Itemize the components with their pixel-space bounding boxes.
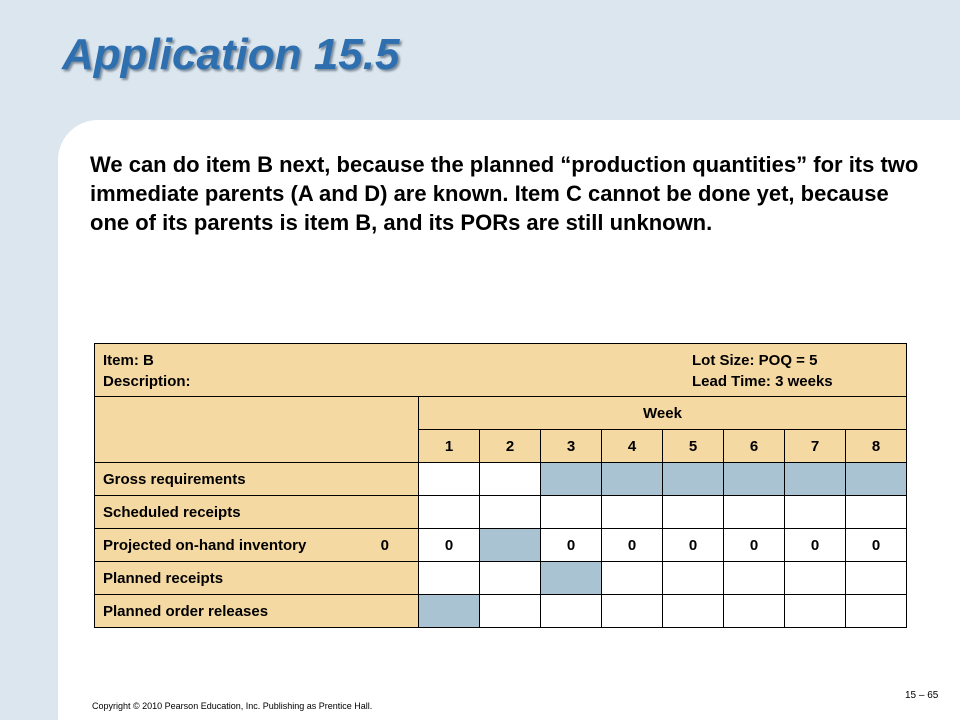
row-label <box>95 529 419 562</box>
page-number: 15 – 65 <box>905 690 939 701</box>
table-cell <box>602 496 663 529</box>
table-cell <box>663 496 724 529</box>
table-cell <box>663 562 724 595</box>
table-cell: 0 <box>785 529 846 562</box>
table-cell: 0 <box>419 529 480 562</box>
table-cell <box>785 496 846 529</box>
table-cell <box>785 562 846 595</box>
week-1: 1 <box>419 430 480 463</box>
copyright-footer: Copyright © 2010 Pearson Education, Inc. Publishing as Prentice Hall. <box>92 701 373 711</box>
table-cell: 0 <box>724 529 785 562</box>
table-cell <box>846 595 907 628</box>
gross-requirements-row <box>95 463 907 496</box>
table-cell <box>541 562 602 595</box>
slide-title: Application 15.5 <box>62 30 400 79</box>
scheduled-receipts-row <box>95 496 907 529</box>
row-label: Planned order releases <box>95 595 419 628</box>
week-3: 3 <box>541 430 602 463</box>
lead-time-label: Lead Time: 3 weeks <box>692 373 833 390</box>
week-8: 8 <box>846 430 907 463</box>
table-cell <box>480 595 541 628</box>
table-cell <box>419 496 480 529</box>
row-label-text: Projected on-hand inventory <box>103 536 307 554</box>
row-label: Scheduled receipts <box>95 496 419 529</box>
item-label: Item: B <box>103 352 154 369</box>
planned-order-releases-row <box>95 595 907 628</box>
row-label: Planned receipts <box>95 562 419 595</box>
header-spacer-cell <box>95 397 419 463</box>
table-cell: 0 <box>541 529 602 562</box>
table-cell <box>541 463 602 496</box>
mrp-header-cell <box>95 344 907 397</box>
table-cell <box>846 562 907 595</box>
week-4: 4 <box>602 430 663 463</box>
table-cell <box>419 463 480 496</box>
table-cell <box>541 496 602 529</box>
table-cell <box>785 463 846 496</box>
table-cell <box>602 463 663 496</box>
starting-inventory: 0 <box>380 536 389 554</box>
projected-inventory-row <box>95 529 907 562</box>
table-cell <box>480 529 541 562</box>
table-cell: 0 <box>602 529 663 562</box>
week-2: 2 <box>480 430 541 463</box>
table-cell <box>602 595 663 628</box>
table-cell <box>663 595 724 628</box>
table-cell <box>846 463 907 496</box>
table-cell <box>663 463 724 496</box>
table-cell <box>419 562 480 595</box>
week-header: Week <box>419 397 907 430</box>
table-cell <box>541 595 602 628</box>
table-cell <box>785 595 846 628</box>
table-cell <box>846 496 907 529</box>
table-cell: 0 <box>846 529 907 562</box>
table-cell <box>419 595 480 628</box>
table-cell <box>480 562 541 595</box>
week-5: 5 <box>663 430 724 463</box>
table-cell <box>480 496 541 529</box>
week-6: 6 <box>724 430 785 463</box>
table-cell <box>480 463 541 496</box>
slide-body-text: We can do item B next, because the planned “production quantities” for its two immediate parents (A and D) are known. Item C cannot be done yet, because one of its parents is item B, and its PORs are still unknown. <box>90 152 919 235</box>
week-7: 7 <box>785 430 846 463</box>
planned-receipts-row <box>95 562 907 595</box>
table-cell <box>724 496 785 529</box>
row-label: Gross requirements <box>95 463 419 496</box>
table-cell <box>724 595 785 628</box>
table-cell <box>724 562 785 595</box>
description-label: Description: <box>103 373 191 390</box>
mrp-record-table <box>94 343 907 628</box>
lot-size-label: Lot Size: POQ = 5 <box>692 352 818 369</box>
table-cell: 0 <box>663 529 724 562</box>
table-cell <box>602 562 663 595</box>
table-cell <box>724 463 785 496</box>
